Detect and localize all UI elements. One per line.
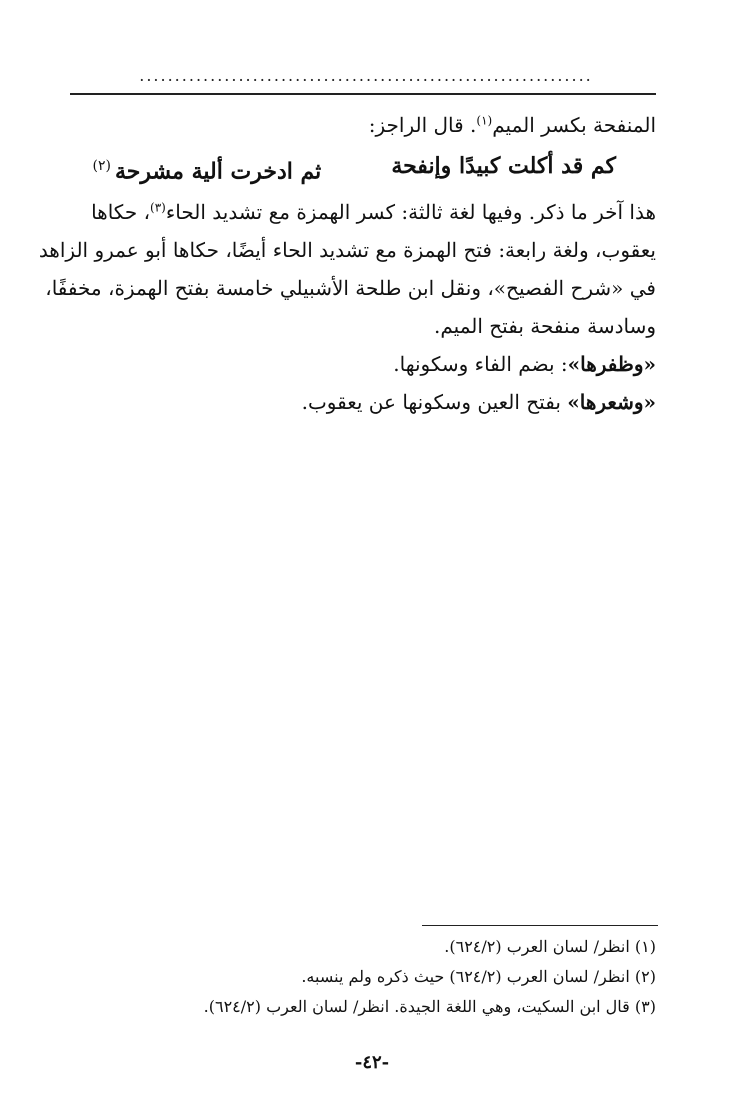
verse-second-hemistich xyxy=(93,146,322,191)
entry-headword-1: «وظفرها» xyxy=(567,352,656,377)
text-segment: المنفحة بكسر الميم xyxy=(492,113,656,137)
footnotes xyxy=(72,932,656,1022)
text-segment: : بضم الفاء وسكونها. xyxy=(393,352,568,377)
verse-first-hemistich: كم قد أكلت كبيدًا وإنفحة xyxy=(391,153,616,179)
footnote-ref-1[interactable]: (١) xyxy=(476,113,493,128)
footnote-ref-3[interactable]: (٣) xyxy=(150,200,166,215)
footnote-ref-2[interactable]: (٢) xyxy=(92,158,112,174)
entry-line-2 xyxy=(72,383,656,421)
footnote-3: (٣) قال ابن السكيت، وهي اللغة الجيدة. انظر/ لسان العرب (٦٢٤/٢). xyxy=(203,997,656,1016)
header-rule xyxy=(70,93,656,95)
text-segment: هذا آخر ما ذكر. وفيها لغة ثالثة: كسر الهمزة مع تشديد الحاء xyxy=(165,200,656,225)
header-dotted-line: ................................................................ xyxy=(139,68,593,84)
text-line-1 xyxy=(72,106,656,144)
entry-line-1 xyxy=(72,345,656,383)
text-segment: . قال الراجز: xyxy=(368,113,477,137)
footnote-separator xyxy=(422,925,658,926)
poetry-verse xyxy=(72,146,656,191)
text-segment: بفتح العين وسكونها عن يعقوب. xyxy=(301,390,568,415)
text-line-5: في «شرح الفصيح»، ونقل ابن طلحة الأشبيلي خامسة بفتح الهمزة، مخففًا، xyxy=(45,276,656,301)
main-text xyxy=(38,106,656,421)
text-segment: ثم ادخرت ألية مشرحة xyxy=(115,158,322,185)
text-segment: ، حكاها xyxy=(91,200,151,225)
text-line-6: وسادسة منفحة بفتح الميم. xyxy=(433,314,656,339)
page-number: -٤٢- xyxy=(354,1052,390,1073)
text-line-4: يعقوب، ولغة رابعة: فتح الهمزة مع تشديد الحاء أيضًا، حكاها أبو عمرو الزاهد xyxy=(38,238,656,263)
text-line-3 xyxy=(72,193,656,231)
entry-headword-2: «وشعرها» xyxy=(567,390,656,415)
footnote-2: (٢) انظر/ لسان العرب (٦٢٤/٢) حيث ذكره ولم ينسبه. xyxy=(301,967,656,986)
footnote-1: (١) انظر/ لسان العرب (٦٢٤/٢). xyxy=(444,937,656,956)
